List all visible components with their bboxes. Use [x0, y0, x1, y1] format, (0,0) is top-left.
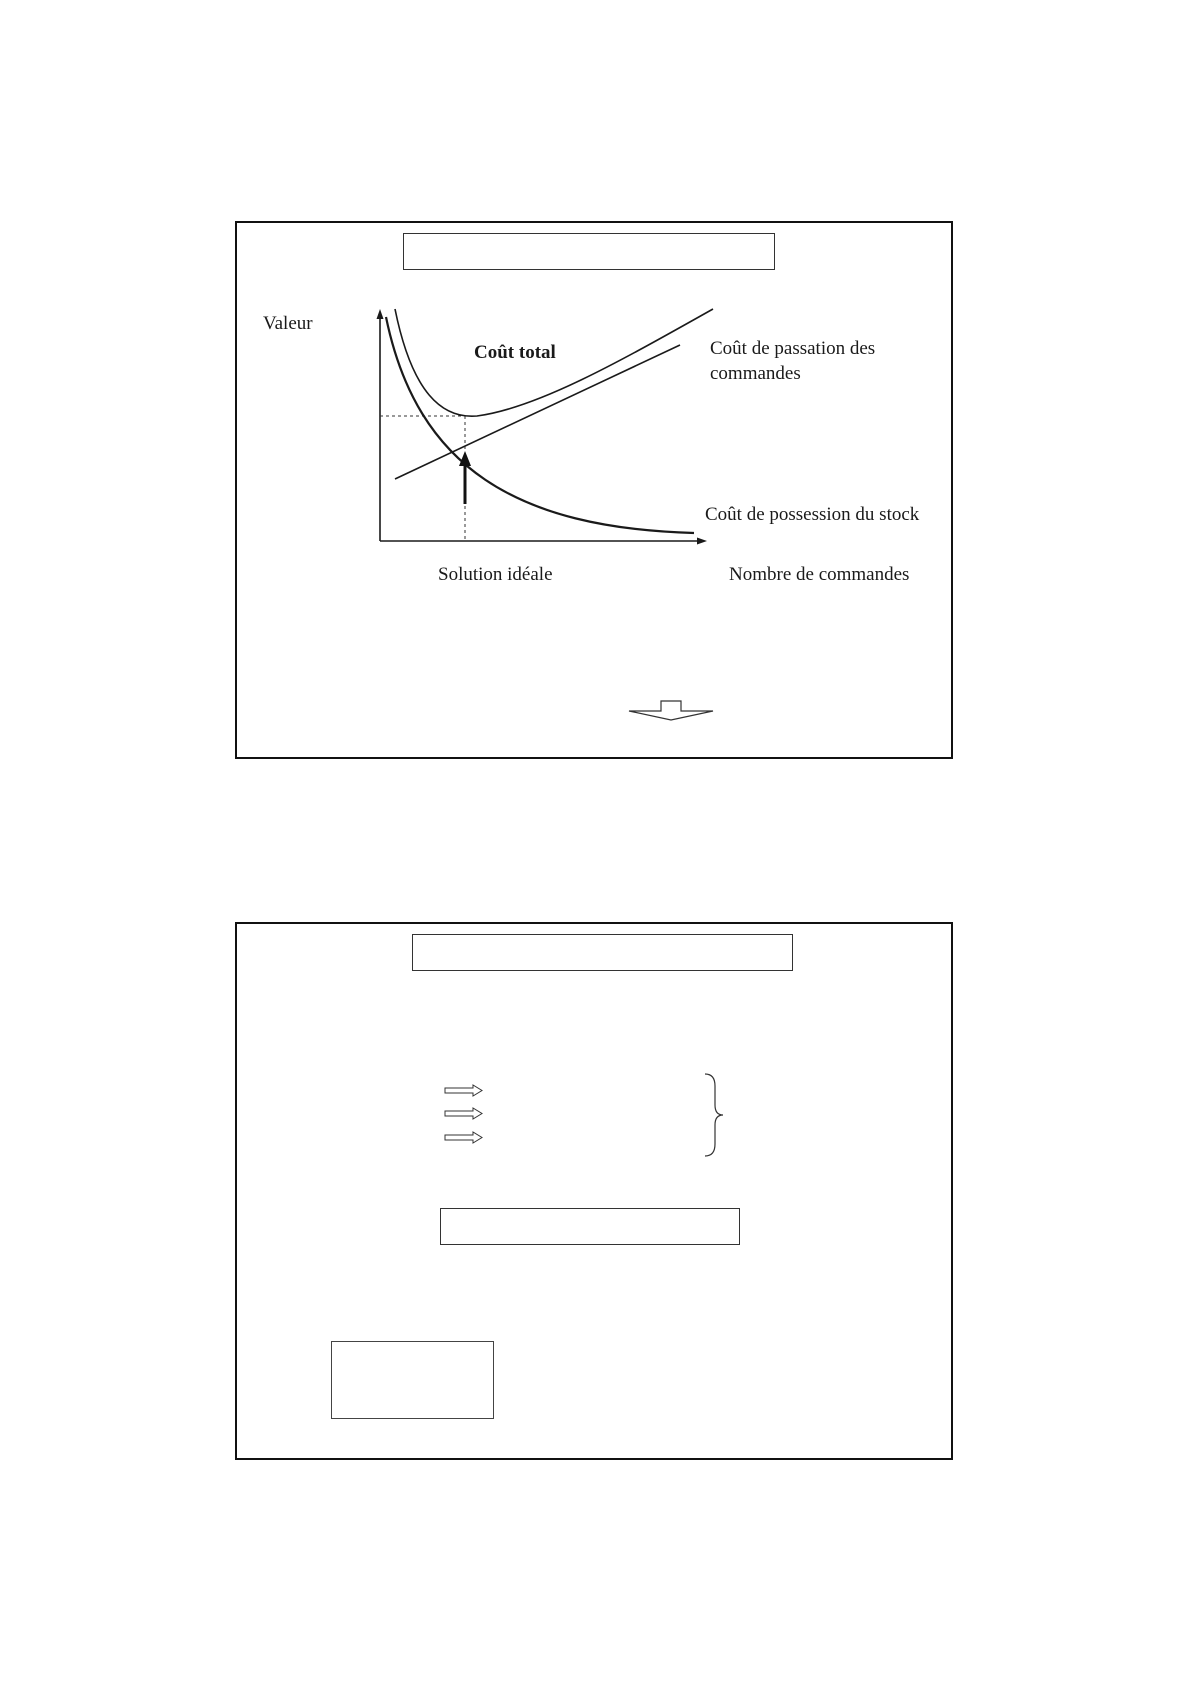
ordering-cost-label-line1: Coût de passation des	[710, 338, 876, 359]
slide-summary	[235, 922, 953, 1460]
slide-cost-diagram	[235, 221, 953, 759]
down-arrow-icon	[629, 701, 713, 720]
result-box	[440, 1208, 740, 1245]
holding-cost-label: Coût de possession du stock	[705, 504, 920, 525]
x-axis-arrowhead	[697, 538, 707, 545]
right-arrow-icon	[445, 1085, 482, 1096]
right-arrow-icon	[445, 1132, 482, 1143]
ideal-solution-label: Solution idéale	[438, 564, 553, 585]
right-brace	[705, 1074, 723, 1156]
ordering-cost-label-line2: commandes	[710, 363, 801, 384]
y-axis-arrowhead	[377, 309, 384, 319]
x-axis-label: Nombre de commandes	[729, 564, 910, 585]
total-cost-label: Coût total	[474, 342, 556, 363]
right-arrow-icon	[445, 1108, 482, 1119]
formula-box	[331, 1341, 494, 1419]
y-axis-label: Valeur	[263, 313, 313, 334]
optimum-arrow-head	[459, 451, 471, 466]
cost-chart	[237, 223, 955, 761]
ordering-cost-line	[395, 345, 680, 479]
